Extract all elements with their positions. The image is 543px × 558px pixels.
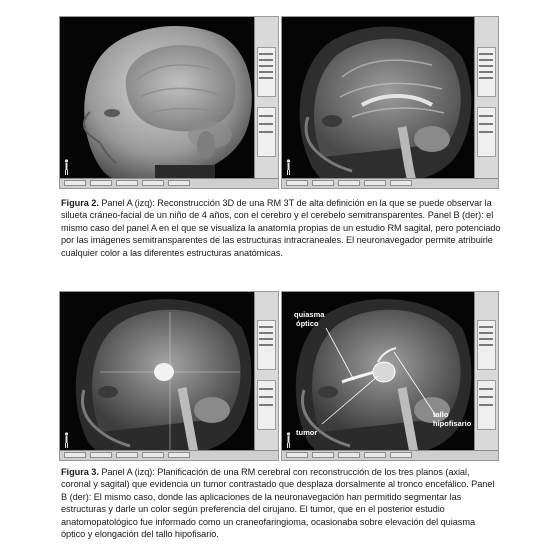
toolbar-button[interactable]	[364, 452, 386, 458]
toolbar-button[interactable]	[116, 180, 138, 186]
toolbar-button[interactable]	[390, 452, 412, 458]
3d-head-reconstruction-view	[60, 17, 254, 179]
figure-2-caption-text: Panel A (izq): Reconstrucción 3D de una RM 3T de alta definición en la que se puede observar la silueta cráneo-facial de un niño de 4 años, con el cerebro y el cerebelo semitransparentes. Panel B (der): el mismo caso del panel A en el que se visualiza la anatomía propias de un estudio RM sagital, pero potenciado por las imágenes semitransparentes de las estructuras intracraneales. El neuronavegador permite atribuirle cualquier color a las diferentes estructuras anatómicas.	[61, 198, 501, 258]
mri-planning-view	[60, 292, 254, 451]
toolbar-button[interactable]	[116, 452, 138, 458]
figure-2-panel-b	[281, 16, 499, 189]
mri-three-plane-image	[60, 292, 254, 451]
annotation-quiasma-line2: óptico	[296, 318, 319, 328]
figure-3-panel-b	[281, 291, 499, 461]
toolbar-button[interactable]	[168, 180, 190, 186]
figure-2-caption	[61, 197, 501, 259]
3d-head-reconstruction-image	[60, 17, 254, 179]
toolbar-button[interactable]	[338, 452, 360, 458]
structures-sidebar	[254, 292, 278, 451]
annotation-quiasma-optico	[294, 311, 324, 328]
toolbar-button[interactable]	[364, 180, 386, 186]
sagittal-mri-image	[282, 17, 474, 179]
toolbar-button[interactable]	[168, 452, 190, 458]
figure-3-panel-a	[59, 291, 279, 461]
toolbar-button[interactable]	[90, 452, 112, 458]
sagittal-mri-view	[282, 17, 474, 179]
toolbar-button[interactable]	[64, 452, 86, 458]
orientation-figure-icon	[64, 159, 69, 175]
figure-3-caption	[61, 466, 501, 540]
figure-2-panel-a	[59, 16, 279, 189]
toolbar-button[interactable]	[64, 180, 86, 186]
annotation-tallo-line1: tallo	[433, 410, 449, 419]
figure-3-caption-text: Panel A (izq): Planificación de una RM cerebral con reconstrucción de los tres planos (axial, coronal y sagital) que evidencia un tumor contrastado que desplaza dorsalmente al tronco encefálico. Panel B (der): El mismo caso, donde las aplicaciones de la neuronavegación han permitido segmentar las estructuras y darle un color según preferencia del cirujano. El tumor, que en el posterior estudio anatomopatológico fue informado como un craneofaringioma, ocasionaba sobre elevación del quiasma óptico y elongación del tallo hipofisario.	[61, 467, 495, 540]
viewer-toolbar	[60, 178, 278, 188]
toolbar-button[interactable]	[312, 180, 334, 186]
annotation-quiasma-line1: quiasma	[294, 310, 325, 319]
toolbar-button[interactable]	[338, 180, 360, 186]
toolbar-button[interactable]	[142, 180, 164, 186]
viewer-toolbar	[282, 450, 498, 460]
structures-sidebar	[474, 17, 498, 179]
toolbar-button[interactable]	[142, 452, 164, 458]
toolbar-button[interactable]	[286, 180, 308, 186]
orientation-figure-icon	[64, 432, 69, 448]
structures-sidebar	[254, 17, 278, 179]
segmented-mri-view	[282, 292, 474, 451]
toolbar-button[interactable]	[312, 452, 334, 458]
annotation-tallo-line2: hipofisario	[433, 418, 472, 428]
toolbar-button[interactable]	[90, 180, 112, 186]
annotation-tumor: tumor	[296, 428, 318, 437]
viewer-toolbar	[60, 450, 278, 460]
figure-3-label: Figura 3.	[61, 467, 99, 477]
orientation-figure-icon	[286, 159, 291, 175]
orientation-figure-icon	[286, 432, 291, 448]
viewer-toolbar	[282, 178, 498, 188]
figure-2-label: Figura 2.	[61, 198, 99, 208]
annotation-tallo-hipofisario	[433, 411, 471, 428]
structures-sidebar	[474, 292, 498, 451]
toolbar-button[interactable]	[286, 452, 308, 458]
toolbar-button[interactable]	[390, 180, 412, 186]
